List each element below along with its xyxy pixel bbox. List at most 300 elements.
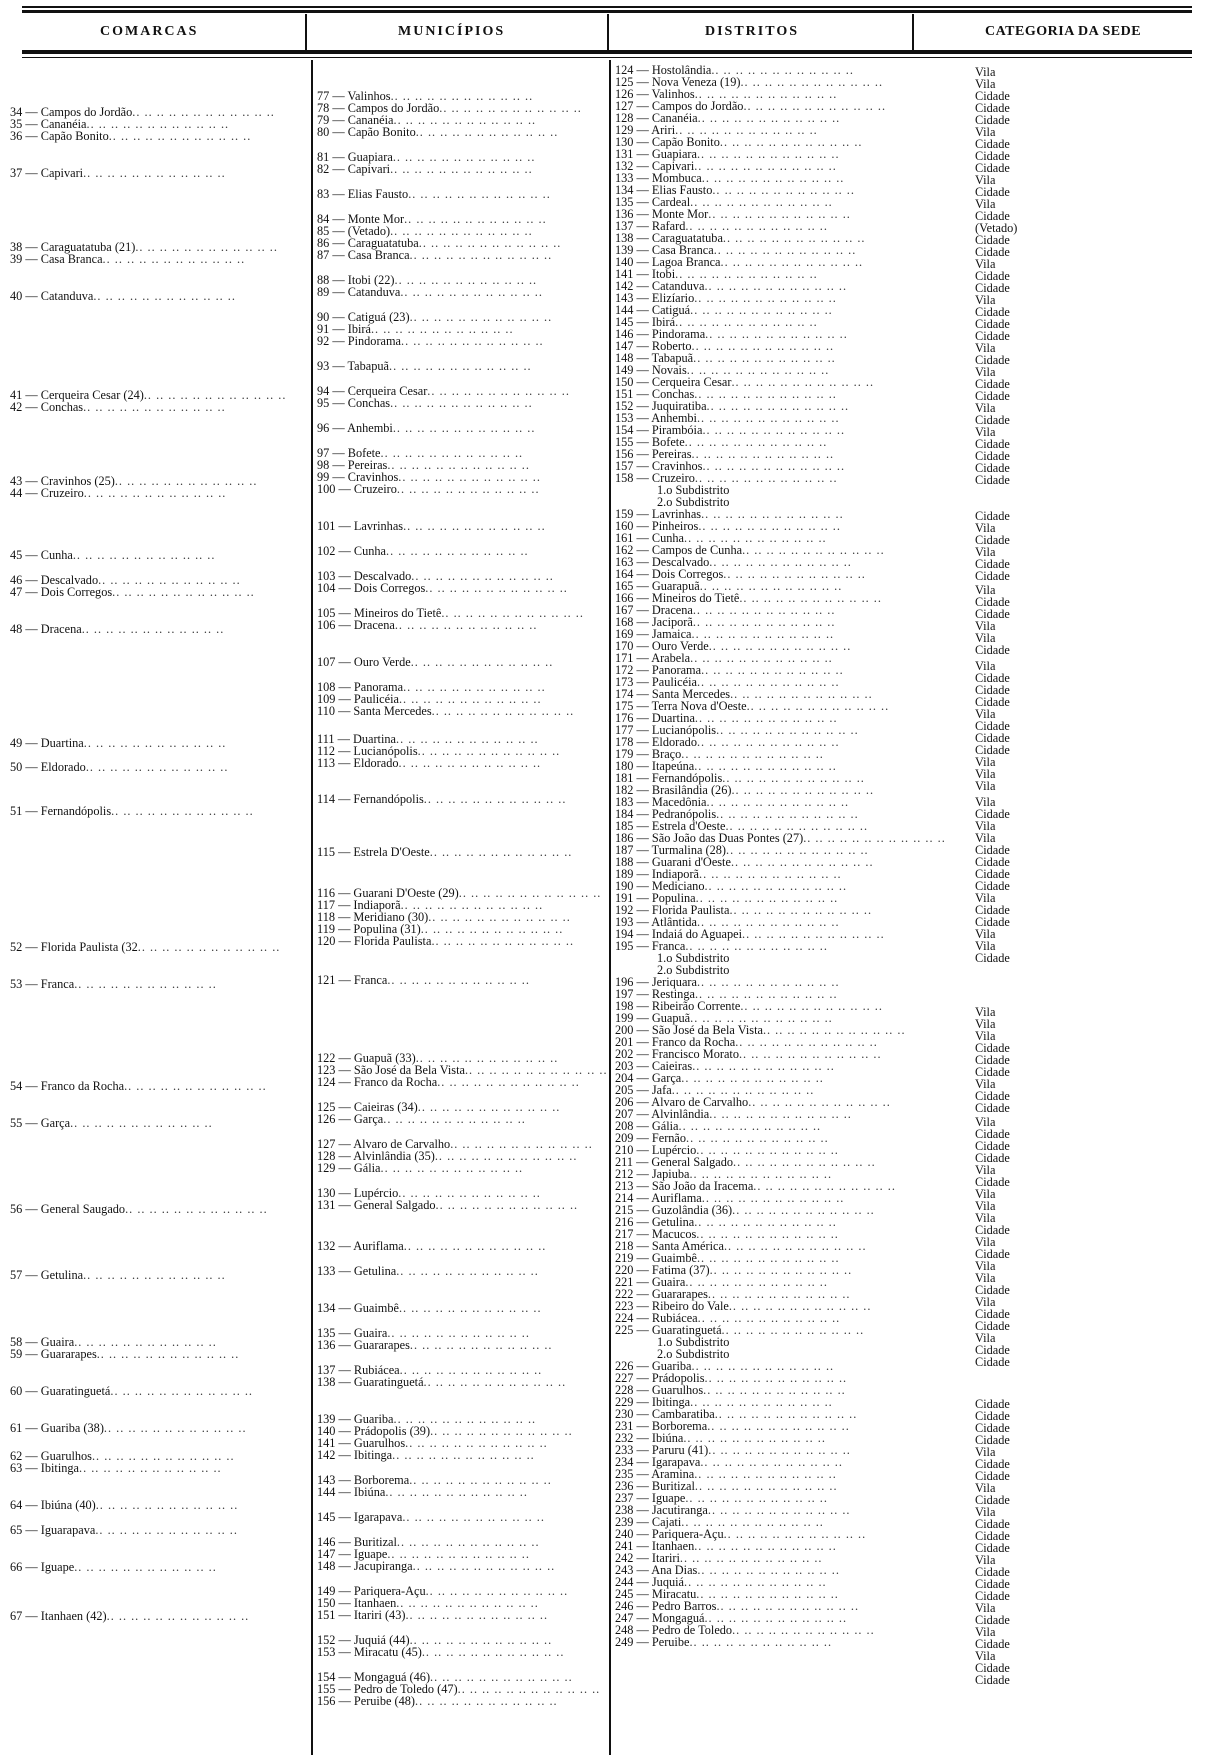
categoria-cell: Vila [975, 779, 996, 793]
distrito-row: 1.o Subdistrito [657, 483, 730, 497]
distrito-row: 176 — Duartina.. .. .. .. .. .. .. .. .. .. .. .. [615, 711, 838, 725]
comarca-row: 50 — Eldorado.. .. .. .. .. .. .. .. .. .. .. .. [10, 760, 229, 774]
distrito-row: 192 — Florida Paulista.. .. .. .. .. .. .. .. .. .. .. .. [615, 903, 873, 917]
comarca-row: 51 — Fernandópolis.. .. .. .. .. .. .. .. .. .. .. .. [10, 804, 254, 818]
distrito-row: 162 — Campos de Cunha.. .. .. .. .. .. .. .. .. .. .. .. [615, 543, 885, 557]
categoria-cell: Cidade [975, 1053, 1010, 1067]
distrito-row: 195 — Franca.. .. .. .. .. .. .. .. .. .. .. .. [615, 939, 828, 953]
categoria-cell: Vila [975, 293, 996, 307]
distrito-row: 1.o Subdistrito [657, 951, 730, 965]
municipio-row: 153 — Miracatu (45).. .. .. .. .. .. .. .. .. .. .. .. [317, 1645, 565, 1659]
categoria-cell: Cidade [975, 1493, 1010, 1507]
municipio-row: 131 — General Salgado.. .. .. .. .. .. .. .. .. .. .. .. [317, 1198, 579, 1212]
municipio-row: 109 — Paulicéia.. .. .. .. .. .. .. .. .. .. .. .. [317, 692, 542, 706]
categoria-cell: Vila [975, 1115, 996, 1129]
distrito-row: 125 — Nova Veneza (19).. .. .. .. .. .. .. .. .. .. .. .. [615, 75, 884, 89]
distrito-row: 205 — Jafa.. .. .. .. .. .. .. .. .. .. .. .. [615, 1083, 815, 1097]
categoria-cell: Vila [975, 1029, 996, 1043]
municipio-row: 136 — Guararapes.. .. .. .. .. .. .. .. .. .. .. .. [317, 1338, 553, 1352]
distrito-row: 148 — Tabapuã.. .. .. .. .. .. .. .. .. .. .. .. [615, 351, 836, 365]
distrito-row: 226 — Guariba.. .. .. .. .. .. .. .. .. .. .. .. [615, 1359, 835, 1373]
comarca-row: 65 — Iguarapava.. .. .. .. .. .. .. .. .. .. .. .. [10, 1523, 238, 1537]
distrito-row: 163 — Descalvado.. .. .. .. .. .. .. .. .. .. .. .. [615, 555, 852, 569]
municipio-row: 123 — São José da Bela Vista.. .. .. .. .. .. .. .. .. .. .. .. [317, 1063, 608, 1077]
distrito-row: 233 — Paruru (41).. .. .. .. .. .. .. .. .. .. .. .. [615, 1443, 851, 1457]
categoria-cell: Cidade [975, 1577, 1010, 1591]
categoria-cell: Cidade [975, 1283, 1010, 1297]
distrito-row: 244 — Juquiá.. .. .. .. .. .. .. .. .. .. .. .. [615, 1575, 827, 1589]
categoria-cell: Cidade [975, 281, 1010, 295]
categoria-cell: Cidade [975, 509, 1010, 523]
municipio-row: 141 — Guarulhos.. .. .. .. .. .. .. .. .. .. .. .. [317, 1436, 548, 1450]
comarca-row: 66 — Iguape.. .. .. .. .. .. .. .. .. .. .. .. [10, 1560, 217, 1574]
categoria-cell: Cidade [975, 317, 1010, 331]
categoria-cell: Cidade [975, 1673, 1010, 1687]
categoria-cell: Vila [975, 1235, 996, 1249]
distrito-row: 225 — Guaratinguetá.. .. .. .. .. .. .. .. .. .. .. .. [615, 1323, 865, 1337]
comarca-row: 63 — Ibitinga.. .. .. .. .. .. .. .. .. .. .. .. [10, 1461, 222, 1475]
distrito-row: 165 — Guarapuã.. .. .. .. .. .. .. .. .. .. .. .. [615, 579, 843, 593]
distrito-row: 159 — Lavrinhas.. .. .. .. .. .. .. .. .. .. .. .. [615, 507, 844, 521]
categoria-cell: Cidade [975, 1139, 1010, 1153]
distrito-row: 224 — Rubiácea.. .. .. .. .. .. .. .. .. .. .. .. [615, 1311, 841, 1325]
categoria-cell: Vila [975, 1331, 996, 1345]
categoria-cell: Cidade [975, 915, 1010, 929]
comarca-row: 53 — Franca.. .. .. .. .. .. .. .. .. .. .. .. [10, 977, 217, 991]
municipio-row: 103 — Descalvado.. .. .. .. .. .. .. .. .. .. .. .. [317, 569, 554, 583]
categoria-cell: Vila [975, 619, 996, 633]
comarca-row: 44 — Cruzeiro.. .. .. .. .. .. .. .. .. .. .. .. [10, 486, 227, 500]
categoria-cell: Vila [975, 1017, 996, 1031]
comarca-row: 37 — Capivari.. .. .. .. .. .. .. .. .. .. .. .. [10, 166, 226, 180]
categoria-cell: Cidade [975, 569, 1010, 583]
municipio-row: 118 — Meridiano (30).. .. .. .. .. .. .. .. .. .. .. .. [317, 910, 571, 924]
municipio-row: 108 — Panorama.. .. .. .. .. .. .. .. .. .. .. .. [317, 680, 546, 694]
distrito-row: 198 — Ribeirão Corrente.. .. .. .. .. .. .. .. .. .. .. .. [615, 999, 883, 1013]
categoria-cell: Cidade [975, 1589, 1010, 1603]
header-comarcas: COMARCAS [100, 24, 199, 39]
distrito-row: 211 — General Salgado.. .. .. .. .. .. .. .. .. .. .. .. [615, 1155, 876, 1169]
categoria-cell: Vila [975, 707, 996, 721]
distrito-row: 137 — Rafard.. .. .. .. .. .. .. .. .. .. .. .. [615, 219, 828, 233]
distrito-row: 146 — Pindorama.. .. .. .. .. .. .. .. .. .. .. .. [615, 327, 848, 341]
comarca-row: 35 — Cananéia.. .. .. .. .. .. .. .. .. .. .. .. [10, 117, 230, 131]
categoria-cell: Cidade [975, 695, 1010, 709]
municipio-row: 107 — Ouro Verde.. .. .. .. .. .. .. .. .. .. .. .. [317, 655, 554, 669]
categoria-cell: Vila [975, 795, 996, 809]
municipio-row: 126 — Garça.. .. .. .. .. .. .. .. .. .. .. .. [317, 1112, 526, 1126]
categoria-cell: Cidade [975, 951, 1010, 965]
municipio-row: 145 — Igarapava.. .. .. .. .. .. .. .. .. .. .. .. [317, 1510, 545, 1524]
categoria-cell: Vila [975, 927, 996, 941]
categoria-cell: Cidade [975, 1223, 1010, 1237]
municipio-row: 149 — Pariquera-Açu.. .. .. .. .. .. .. .. .. .. .. .. [317, 1584, 569, 1598]
categoria-cell: Cidade [975, 245, 1010, 259]
categoria-cell: Cidade [975, 1089, 1010, 1103]
municipio-row: 143 — Borborema.. .. .. .. .. .. .. .. .. .. .. .. [317, 1473, 552, 1487]
categoria-cell: Cidade [975, 473, 1010, 487]
municipio-row: 104 — Dois Corregos.. .. .. .. .. .. .. .. .. .. .. .. [317, 581, 568, 595]
comarca-row: 52 — Florida Paulista (32.. .. .. .. .. .. .. .. .. .. .. .. [10, 940, 281, 954]
municipio-row: 151 — Itariri (43).. .. .. .. .. .. .. .. .. .. .. .. [317, 1608, 549, 1622]
municipio-row: 148 — Jacupiranga.. .. .. .. .. .. .. .. .. .. .. .. [317, 1559, 556, 1573]
distrito-row: 164 — Dois Corregos.. .. .. .. .. .. .. .. .. .. .. .. [615, 567, 866, 581]
municipio-row: 137 — Rubiácea.. .. .. .. .. .. .. .. .. .. .. .. [317, 1363, 543, 1377]
distrito-row: 135 — Cardeal.. .. .. .. .. .. .. .. .. .. .. .. [615, 195, 833, 209]
distrito-row: 209 — Fernão.. .. .. .. .. .. .. .. .. .. .. .. [615, 1131, 829, 1145]
distrito-row: 184 — Pedranópolis.. .. .. .. .. .. .. .. .. .. .. .. [615, 807, 859, 821]
categoria-cell: Vila [975, 521, 996, 535]
distrito-row: 199 — Guapuã.. .. .. .. .. .. .. .. .. .. .. .. [615, 1011, 833, 1025]
municipio-row: 146 — Buritizal.. .. .. .. .. .. .. .. .. .. .. .. [317, 1535, 540, 1549]
distrito-row: 227 — Prádopolis.. .. .. .. .. .. .. .. .. .. .. .. [615, 1371, 848, 1385]
municipio-row: 86 — Caraguatatuba.. .. .. .. .. .. .. .. .. .. .. .. [317, 236, 562, 250]
categoria-cell: Vila [975, 1211, 996, 1225]
categoria-cell: Cidade [975, 1101, 1010, 1115]
categoria-cell: Cidade [975, 1457, 1010, 1471]
distrito-row: 216 — Getulina.. .. .. .. .. .. .. .. .. .. .. .. [615, 1215, 837, 1229]
distrito-row: 181 — Fernandópolis.. .. .. .. .. .. .. .. .. .. .. .. [615, 771, 865, 785]
municipio-row: 144 — Ibiúna.. .. .. .. .. .. .. .. .. .. .. .. [317, 1485, 528, 1499]
municipio-row: 156 — Peruibe (48).. .. .. .. .. .. .. .. .. .. .. .. [317, 1694, 558, 1708]
categoria-cell: Cidade [975, 1409, 1010, 1423]
municipio-row: 124 — Franco da Rocha.. .. .. .. .. .. .. .. .. .. .. .. [317, 1075, 580, 1089]
distrito-row: 221 — Guaira.. .. .. .. .. .. .. .. .. .. .. .. [615, 1275, 828, 1289]
distrito-row: 140 — Lagoa Branca.. .. .. .. .. .. .. .. .. .. .. .. [615, 255, 864, 269]
comarca-row: 55 — Garça.. .. .. .. .. .. .. .. .. .. .. .. [10, 1116, 213, 1130]
municipio-row: 79 — Cananéia.. .. .. .. .. .. .. .. .. .. .. .. [317, 113, 537, 127]
municipio-row: 116 — Guarani D'Oeste (29).. .. .. .. .. .. .. .. .. .. .. .. [317, 886, 602, 900]
categoria-cell: Vila [975, 1625, 996, 1639]
categoria-cell: Vila [975, 1601, 996, 1615]
categoria-cell: Vila [975, 1553, 996, 1567]
categoria-cell: Cidade [975, 1565, 1010, 1579]
comarca-row: 49 — Duartina.. .. .. .. .. .. .. .. .. .. .. .. [10, 736, 227, 750]
header-categoria: CATEGORIA DA SEDE [985, 24, 1142, 39]
distrito-row: 193 — Atlântida.. .. .. .. .. .. .. .. .. .. .. .. [615, 915, 840, 929]
municipio-row: 127 — Alvaro de Carvalho.. .. .. .. .. .. .. .. .. .. .. .. [317, 1137, 593, 1151]
distrito-row: 223 — Ribeiro do Vale.. .. .. .. .. .. .. .. .. .. .. .. [615, 1299, 872, 1313]
categoria-cell: (Vetado) [975, 221, 1018, 235]
distrito-row: 149 — Novais.. .. .. .. .. .. .. .. .. .. .. .. [615, 363, 830, 377]
categoria-cell: Vila [975, 631, 996, 645]
categoria-cell: Vila [975, 1481, 996, 1495]
categoria-cell: Cidade [975, 1175, 1010, 1189]
categoria-cell: Cidade [975, 1127, 1010, 1141]
comarca-row: 61 — Guariba (38).. .. .. .. .. .. .. .. .. .. .. .. [10, 1421, 247, 1435]
distrito-row: 219 — Guaimbê.. .. .. .. .. .. .. .. .. .. .. .. [615, 1251, 840, 1265]
distrito-row: 178 — Eldorado.. .. .. .. .. .. .. .. .. .. .. .. [615, 735, 840, 749]
categoria-cell: Cidade [975, 1469, 1010, 1483]
distrito-row: 188 — Guarani d'Oeste.. .. .. .. .. .. .. .. .. .. .. .. [615, 855, 874, 869]
distrito-row: 194 — Indaiá do Aguapei.. .. .. .. .. .. .. .. .. .. .. .. [615, 927, 885, 941]
categoria-cell: Vila [975, 77, 996, 91]
municipio-row: 125 — Caieiras (34).. .. .. .. .. .. .. .. .. .. .. .. [317, 1100, 561, 1114]
categoria-cell: Cidade [975, 903, 1010, 917]
distrito-row: 150 — Cerqueira Cesar.. .. .. .. .. .. .. .. .. .. .. .. [615, 375, 875, 389]
categoria-cell: Cidade [975, 867, 1010, 881]
distrito-row: 186 — São João das Duas Pontes (27).. .. .. .. .. .. .. .. .. .. .. .. [615, 831, 946, 845]
distrito-row: 2.o Subdistrito [657, 963, 730, 977]
categoria-cell: Cidade [975, 1041, 1010, 1055]
municipio-row: 115 — Estrela D'Oeste.. .. .. .. .. .. .. .. .. .. .. .. [317, 845, 573, 859]
municipio-row: 138 — Guaratinguetá.. .. .. .. .. .. .. .. .. .. .. .. [317, 1375, 567, 1389]
distrito-row: 138 — Caraguatatuba.. .. .. .. .. .. .. .. .. .. .. .. [615, 231, 866, 245]
distrito-row: 175 — Terra Nova d'Oeste.. .. .. .. .. .. .. .. .. .. .. .. [615, 699, 890, 713]
municipio-row: 140 — Prádopolis (39).. .. .. .. .. .. .. .. .. .. .. .. [317, 1424, 573, 1438]
comarca-row: 54 — Franco da Rocha.. .. .. .. .. .. .. .. .. .. .. .. [10, 1079, 267, 1093]
municipio-row: 128 — Alvinlândia (35).. .. .. .. .. .. .. .. .. .. .. .. [317, 1149, 578, 1163]
municipio-row: 129 — Gália.. .. .. .. .. .. .. .. .. .. .. .. [317, 1161, 524, 1175]
municipio-row: 147 — Iguape.. .. .. .. .. .. .. .. .. .. .. .. [317, 1547, 530, 1561]
categoria-cell: Cidade [975, 1529, 1010, 1543]
categoria-cell: Vila [975, 173, 996, 187]
categoria-cell: Cidade [975, 855, 1010, 869]
distrito-row: 232 — Ibiúna.. .. .. .. .. .. .. .. .. .. .. .. [615, 1431, 826, 1445]
categoria-cell: Cidade [975, 113, 1010, 127]
categoria-cell: Cidade [975, 437, 1010, 451]
distrito-row: 215 — Guzolândia (36).. .. .. .. .. .. .. .. .. .. .. .. [615, 1203, 875, 1217]
distrito-row: 154 — Pirambóia.. .. .. .. .. .. .. .. .. .. .. .. [615, 423, 846, 437]
categoria-cell: Cidade [975, 533, 1010, 547]
categoria-cell: Vila [975, 767, 996, 781]
categoria-cell: Vila [975, 257, 996, 271]
categoria-cell: Cidade [975, 209, 1010, 223]
municipio-row: 90 — Catiguá (23).. .. .. .. .. .. .. .. .. .. .. .. [317, 310, 553, 324]
distrito-row: 129 — Ariri.. .. .. .. .. .. .. .. .. .. .. .. [615, 123, 818, 137]
distrito-row: 201 — Franco da Rocha.. .. .. .. .. .. .. .. .. .. .. .. [615, 1035, 878, 1049]
categoria-cell: Cidade [975, 1343, 1010, 1357]
distrito-row: 196 — Jeriquara.. .. .. .. .. .. .. .. .. .. .. .. [615, 975, 840, 989]
municipio-row: 102 — Cunha.. .. .. .. .. .. .. .. .. .. .. .. [317, 544, 529, 558]
municipio-row: 154 — Mongaguá (46).. .. .. .. .. .. .. .. .. .. .. .. [317, 1670, 573, 1684]
categoria-cell: Cidade [975, 233, 1010, 247]
categoria-cell: Vila [975, 1199, 996, 1213]
municipio-row: 81 — Guapiara.. .. .. .. .. .. .. .. .. .. .. .. [317, 150, 536, 164]
comarca-row: 48 — Dracena.. .. .. .. .. .. .. .. .. .. .. .. [10, 622, 225, 636]
distrito-row: 168 — Jaciporã.. .. .. .. .. .. .. .. .. .. .. .. [615, 615, 836, 629]
distrito-row: 124 — Hostolândia.. .. .. .. .. .. .. .. .. .. .. .. [615, 63, 854, 77]
categoria-cell: Cidade [975, 269, 1010, 283]
municipio-row: 80 — Capão Bonito.. .. .. .. .. .. .. .. .. .. .. .. [317, 125, 559, 139]
categoria-cell: Cidade [975, 1151, 1010, 1165]
categoria-cell: Vila [975, 125, 996, 139]
distrito-row: 144 — Catiguá.. .. .. .. .. .. .. .. .. .. .. .. [615, 303, 833, 317]
municipio-row: 78 — Campos do Jordão.. .. .. .. .. .. .. .. .. .. .. .. [317, 101, 582, 115]
categoria-cell: Cidade [975, 161, 1010, 175]
distrito-row: 203 — Caieiras.. .. .. .. .. .. .. .. .. .. .. .. [615, 1059, 835, 1073]
distrito-row: 170 — Ouro Verde.. .. .. .. .. .. .. .. .. .. .. .. [615, 639, 852, 653]
distrito-row: 191 — Populina.. .. .. .. .. .. .. .. .. .. .. .. [615, 891, 839, 905]
municipio-row: 122 — Guapuã (33).. .. .. .. .. .. .. .. .. .. .. .. [317, 1051, 559, 1065]
distrito-row: 126 — Valinhos.. .. .. .. .. .. .. .. .. .. .. .. [615, 87, 838, 101]
distrito-row: 161 — Cunha.. .. .. .. .. .. .. .. .. .. .. .. [615, 531, 827, 545]
distrito-row: 139 — Casa Branca.. .. .. .. .. .. .. .. .. .. .. .. [615, 243, 857, 257]
municipio-row: 135 — Guaira.. .. .. .. .. .. .. .. .. .. .. .. [317, 1326, 530, 1340]
categoria-cell: Vila [975, 755, 996, 769]
categoria-cell: Vila [975, 1005, 996, 1019]
categoria-cell: Vila [975, 583, 996, 597]
categoria-cell: Cidade [975, 389, 1010, 403]
distrito-row: 180 — Itapeúna.. .. .. .. .. .. .. .. .. .. .. .. [615, 759, 837, 773]
comarca-row: 59 — Guararapes.. .. .. .. .. .. .. .. .. .. .. .. [10, 1347, 240, 1361]
distrito-row: 131 — Guapiara.. .. .. .. .. .. .. .. .. .. .. .. [615, 147, 840, 161]
categoria-cell: Vila [975, 891, 996, 905]
distrito-row: 239 — Cajati.. .. .. .. .. .. .. .. .. .. .. .. [615, 1515, 824, 1529]
comarca-row: 62 — Guarulhos.. .. .. .. .. .. .. .. .. .. .. .. [10, 1449, 235, 1463]
distrito-row: 134 — Elias Fausto.. .. .. .. .. .. .. .. .. .. .. .. [615, 183, 855, 197]
distrito-row: 249 — Peruibe.. .. .. .. .. .. .. .. .. .. .. .. [615, 1635, 833, 1649]
distrito-row: 248 — Pedro de Toledo.. .. .. .. .. .. .. .. .. .. .. .. [615, 1623, 875, 1637]
comarca-row: 42 — Conchas.. .. .. .. .. .. .. .. .. .. .. .. [10, 400, 226, 414]
categoria-cell: Cidade [975, 671, 1010, 685]
municipio-row: 88 — Itobi (22).. .. .. .. .. .. .. .. .. .. .. .. [317, 273, 538, 287]
distrito-row: 157 — Cravinhos.. .. .. .. .. .. .. .. .. .. .. .. [615, 459, 846, 473]
comarca-row: 43 — Cravinhos (25).. .. .. .. .. .. .. .. .. .. .. .. [10, 474, 258, 488]
categoria-cell: Vila [975, 939, 996, 953]
municipio-row: 92 — Pindorama.. .. .. .. .. .. .. .. .. .. .. .. [317, 334, 544, 348]
categoria-cell: Vila [975, 1271, 996, 1285]
categoria-cell: Vila [975, 425, 996, 439]
distrito-row: 228 — Guarulhos.. .. .. .. .. .. .. .. .. .. .. .. [615, 1383, 846, 1397]
distrito-row: 127 — Campos do Jordão.. .. .. .. .. .. .. .. .. .. .. .. [615, 99, 887, 113]
distrito-row: 169 — Jamaica.. .. .. .. .. .. .. .. .. .. .. .. [615, 627, 835, 641]
distrito-row: 214 — Auriflama.. .. .. .. .. .. .. .. .. .. .. .. [615, 1191, 845, 1205]
comarca-row: 60 — Guaratinguetá.. .. .. .. .. .. .. .. .. .. .. .. [10, 1384, 254, 1398]
distrito-row: 213 — São João da Iracema.. .. .. .. .. .. .. .. .. .. .. .. [615, 1179, 896, 1193]
categoria-cell: Cidade [975, 719, 1010, 733]
municipio-row: 89 — Catanduva.. .. .. .. .. .. .. .. .. .. .. .. [317, 285, 543, 299]
distrito-row: 207 — Alvinlândia.. .. .. .. .. .. .. .. .. .. .. .. [615, 1107, 852, 1121]
municipio-row: 110 — Santa Mercedes.. .. .. .. .. .. .. .. .. .. .. .. [317, 704, 575, 718]
categoria-cell: Vila [975, 545, 996, 559]
header-municipios: MUNICÍPIOS [398, 24, 506, 39]
distrito-row: 143 — Elizíario.. .. .. .. .. .. .. .. .. .. .. .. [615, 291, 837, 305]
categoria-cell: Vila [975, 341, 996, 355]
categoria-cell: Vila [975, 819, 996, 833]
municipio-row: 119 — Populina (31).. .. .. .. .. .. .. .. .. .. .. .. [317, 922, 564, 936]
comarca-row: 64 — Ibiúna (40).. .. .. .. .. .. .. .. .. .. .. .. [10, 1498, 239, 1512]
categoria-cell: Cidade [975, 557, 1010, 571]
categoria-cell: Vila [975, 1445, 996, 1459]
categoria-cell: Cidade [975, 1517, 1010, 1531]
municipio-row: 91 — Ibirá.. .. .. .. .. .. .. .. .. .. .. .. [317, 322, 514, 336]
municipio-row: 111 — Duartina.. .. .. .. .. .. .. .. .. .. .. .. [317, 732, 539, 746]
municipio-row: 82 — Capivari.. .. .. .. .. .. .. .. .. .. .. .. [317, 162, 533, 176]
distrito-row: 136 — Monte Mor.. .. .. .. .. .. .. .. .. .. .. .. [615, 207, 851, 221]
distrito-row: 133 — Mombuca.. .. .. .. .. .. .. .. .. .. .. .. [615, 171, 845, 185]
distrito-row: 246 — Pedro Barros.. .. .. .. .. .. .. .. .. .. .. .. [615, 1599, 860, 1613]
categoria-cell: Vila [975, 1077, 996, 1091]
distrito-row: 202 — Francisco Morato.. .. .. .. .. .. .. .. .. .. .. .. [615, 1047, 882, 1061]
distrito-row: 171 — Arabela.. .. .. .. .. .. .. .. .. .. .. .. [615, 651, 833, 665]
categoria-cell: Vila [975, 831, 996, 845]
distrito-row: 222 — Guararapes.. .. .. .. .. .. .. .. .. .. .. .. [615, 1287, 851, 1301]
categoria-cell: Cidade [975, 377, 1010, 391]
municipio-row: 85 — (Vetado).. .. .. .. .. .. .. .. .. .. .. .. [317, 224, 533, 238]
distrito-row: 174 — Santa Mercedes.. .. .. .. .. .. .. .. .. .. .. .. [615, 687, 873, 701]
categoria-cell: Cidade [975, 1661, 1010, 1675]
distrito-row: 155 — Bofete.. .. .. .. .. .. .. .. .. .. .. .. [615, 435, 828, 449]
distrito-row: 242 — Itariri.. .. .. .. .. .. .. .. .. .. .. .. [615, 1551, 823, 1565]
categoria-cell: Vila [975, 65, 996, 79]
municipio-row: 98 — Pereiras.. .. .. .. .. .. .. .. .. .. .. .. [317, 458, 530, 472]
distrito-row: 200 — São José da Bela Vista.. .. .. .. .. .. .. .. .. .. .. .. [615, 1023, 906, 1037]
distrito-row: 230 — Cambaratiba.. .. .. .. .. .. .. .. .. .. .. .. [615, 1407, 858, 1421]
municipio-row: 94 — Cerqueira Cesar.. .. .. .. .. .. .. .. .. .. .. .. [317, 384, 570, 398]
distrito-row: 1.o Subdistrito [657, 1335, 730, 1349]
distrito-row: 160 — Pinheiros.. .. .. .. .. .. .. .. .. .. .. .. [615, 519, 841, 533]
categoria-cell: Cidade [975, 1637, 1010, 1651]
distrito-row: 187 — Turmalina (28).. .. .. .. .. .. .. .. .. .. .. .. [615, 843, 869, 857]
comarca-row: 40 — Catanduva.. .. .. .. .. .. .. .. .. .. .. .. [10, 289, 236, 303]
distrito-row: 247 — Mongaguá.. .. .. .. .. .. .. .. .. .. .. .. [615, 1611, 848, 1625]
categoria-cell: Cidade [975, 643, 1010, 657]
categoria-cell: Vila [975, 365, 996, 379]
categoria-cell: Vila [975, 1187, 996, 1201]
distrito-row: 142 — Catanduva.. .. .. .. .. .. .. .. .. .. .. .. [615, 279, 848, 293]
distrito-row: 151 — Conchas.. .. .. .. .. .. .. .. .. .. .. .. [615, 387, 837, 401]
categoria-cell: Cidade [975, 1065, 1010, 1079]
categoria-cell: Cidade [975, 683, 1010, 697]
categoria-cell: Cidade [975, 607, 1010, 621]
municipio-row: 83 — Elias Fausto.. .. .. .. .. .. .. .. .. .. .. .. [317, 187, 551, 201]
municipio-row: 87 — Casa Branca.. .. .. .. .. .. .. .. .. .. .. .. [317, 248, 553, 262]
municipio-row: 117 — Indiaporã.. .. .. .. .. .. .. .. .. .. .. .. [317, 898, 544, 912]
municipio-row: 84 — Monte Mor.. .. .. .. .. .. .. .. .. .. .. .. [317, 212, 547, 226]
categoria-cell: Cidade [975, 879, 1010, 893]
distrito-row: 208 — Gália.. .. .. .. .. .. .. .. .. .. .. .. [615, 1119, 822, 1133]
categoria-cell: Cidade [975, 1355, 1010, 1369]
municipio-row: 77 — Valinhos.. .. .. .. .. .. .. .. .. .. .. .. [317, 89, 534, 103]
comarca-row: 34 — Campos do Jordão.. .. .. .. .. .. .. .. .. .. .. .. [10, 105, 275, 119]
distrito-row: 212 — Japiuba.. .. .. .. .. .. .. .. .. .. .. .. [615, 1167, 833, 1181]
categoria-cell: Cidade [975, 1541, 1010, 1555]
municipio-row: 152 — Juquiá (44).. .. .. .. .. .. .. .. .. .. .. .. [317, 1633, 553, 1647]
categoria-cell: Vila [975, 197, 996, 211]
distrito-row: 177 — Lucianópolis.. .. .. .. .. .. .. .. .. .. .. .. [615, 723, 859, 737]
comarca-row: 57 — Getulina.. .. .. .. .. .. .. .. .. .. .. .. [10, 1268, 226, 1282]
municipio-row: 97 — Bofete.. .. .. .. .. .. .. .. .. .. .. .. [317, 446, 524, 460]
distrito-row: 237 — Iguape.. .. .. .. .. .. .. .. .. .. .. .. [615, 1491, 828, 1505]
categoria-cell: Cidade [975, 1613, 1010, 1627]
categoria-cell: Cidade [975, 1319, 1010, 1333]
distrito-row: 229 — Ibitinga.. .. .. .. .. .. .. .. .. .. .. .. [615, 1395, 833, 1409]
distrito-row: 204 — Garça.. .. .. .. .. .. .. .. .. .. .. .. [615, 1071, 824, 1085]
categoria-cell: Cidade [975, 1433, 1010, 1447]
distrito-row: 190 — Mediciano.. .. .. .. .. .. .. .. .. .. .. .. [615, 879, 848, 893]
municipio-row: 106 — Dracena.. .. .. .. .. .. .. .. .. .. .. .. [317, 618, 538, 632]
distrito-row: 234 — Igarapava.. .. .. .. .. .. .. .. .. .. .. .. [615, 1455, 843, 1469]
categoria-cell: Cidade [975, 461, 1010, 475]
municipio-row: 99 — Cravinhos.. .. .. .. .. .. .. .. .. .. .. .. [317, 470, 541, 484]
comarca-row: 46 — Descalvado.. .. .. .. .. .. .. .. .. .. .. .. [10, 573, 241, 587]
distrito-row: 220 — Fatima (37).. .. .. .. .. .. .. .. .. .. .. .. [615, 1263, 853, 1277]
municipio-row: 121 — Franca.. .. .. .. .. .. .. .. .. .. .. .. [317, 973, 530, 987]
distrito-row: 132 — Capivari.. .. .. .. .. .. .. .. .. .. .. .. [615, 159, 837, 173]
categoria-cell: Cidade [975, 137, 1010, 151]
distrito-row: 158 — Cruzeiro.. .. .. .. .. .. .. .. .. .. .. .. [615, 471, 838, 485]
municipio-row: 101 — Lavrinhas.. .. .. .. .. .. .. .. .. .. .. .. [317, 519, 546, 533]
distrito-row: 173 — Paulicéia.. .. .. .. .. .. .. .. .. .. .. .. [615, 675, 840, 689]
categoria-cell: Cidade [975, 413, 1010, 427]
comarca-row: 36 — Capão Bonito.. .. .. .. .. .. .. .. .. .. .. .. [10, 129, 252, 143]
distrito-row: 153 — Anhembi.. .. .. .. .. .. .. .. .. .. .. .. [615, 411, 840, 425]
distrito-row: 189 — Indiaporã.. .. .. .. .. .. .. .. .. .. .. .. [615, 867, 842, 881]
categoria-cell: Cidade [975, 843, 1010, 857]
municipio-row: 132 — Auriflama.. .. .. .. .. .. .. .. .. .. .. .. [317, 1239, 547, 1253]
categoria-cell: Cidade [975, 1397, 1010, 1411]
